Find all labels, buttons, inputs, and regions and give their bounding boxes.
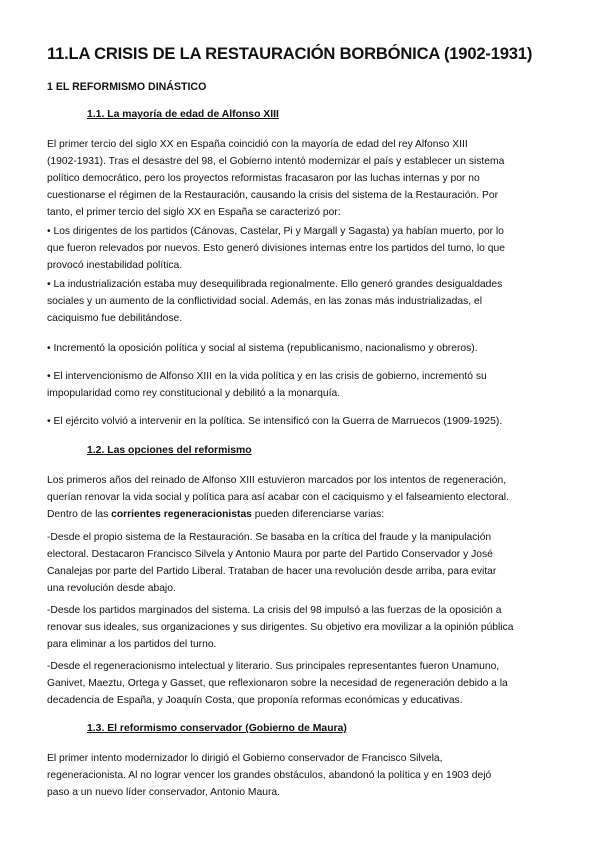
text-line: Ganivet, Maeztu, Ortega y Gasset, que reflexionaron sobre la necesidad de regeneración debido a la: [47, 677, 508, 689]
text-run: pueden diferenciarse varias:: [251, 508, 385, 520]
paragraph: [47, 751, 555, 802]
paragraph: [47, 473, 555, 524]
text-line: que fueron relevados por nuevos. Esto generó divisiones internas entre los partidos del turno, lo que: [47, 242, 505, 254]
text-line: para eliminar a los partidos del turno.: [47, 638, 217, 650]
text-line: -Desde el regeneracionismo intelectual y literario. Sus principales representantes fueron Unamuno,: [47, 661, 500, 672]
text-line: [47, 507, 555, 524]
text-line: paso a un nuevo líder conservador, Antonio Maura.: [47, 786, 280, 798]
paragraph: [47, 603, 555, 654]
text-line: político democrático, pero los proyectos reformistas fracasaron por las luchas internas y por no: [47, 172, 480, 184]
text-line: Los primeros años del reinado de Alfonso XIII estuvieron marcados por los intentos de regeneración,: [47, 475, 507, 486]
text-line: • El ejército volvió a intervenir en la política. Se intensificó con la Guerra de Marruecos (1909-1925).: [47, 416, 503, 427]
text-line: querían renovar la vida social y política para así acabar con el caciquismo y el falseamiento electoral.: [47, 491, 509, 503]
text-line: provocó inestabilidad política.: [47, 259, 183, 271]
paragraph: [47, 137, 555, 222]
text-line: • La industrialización estaba muy desequilibrada regionalmente. Ello generó grandes desigualdades: [47, 279, 503, 290]
document-title: 11.LA CRISIS DE LA RESTAURACIÓN BORBÓNICA (1902-1931): [47, 44, 533, 63]
subsection-heading: 1.1. La mayoría de edad de Alfonso XIII: [87, 109, 279, 120]
text-line: Canalejas por parte del Partido Liberal. Trataban de hacer una revolución desde arriba, para evitar: [47, 565, 497, 577]
subsection-heading: 1.3. El reformismo conservador (Gobierno de Maura): [87, 723, 347, 734]
paragraph: [47, 530, 555, 598]
text-line: renovar sus ideales, sus organizaciones y sus dirigentes. Su objetivo era movilizar a la opinión pública: [47, 621, 514, 633]
text-line: El primer intento modernizador lo dirigió el Gobierno conservador de Francisco Silvela,: [47, 753, 443, 764]
bullet-paragraph: [47, 369, 555, 403]
text-line: • El intervencionismo de Alfonso XIII en la vida política y en las crisis de gobierno, incrementó su: [47, 371, 487, 382]
bullet-paragraph: [47, 277, 555, 328]
bullet-paragraph: [47, 224, 555, 275]
text-line: (1902-1931). Tras el desastre del 98, el Gobierno intentó modernizar el país y establecer un sistema: [47, 155, 505, 167]
text-line: impopularidad como rey constitucional y debilitó a la monarquía.: [47, 387, 341, 399]
bullet-paragraph: [47, 414, 555, 431]
section-heading: 1 EL REFORMISMO DINÁSTICO: [47, 81, 207, 93]
text-line: regeneracionista. Al no lograr vencer los grandes obstáculos, abandonó la política y en 1903 dejó: [47, 769, 492, 781]
text-line: decadencia de España, y Joaquín Costa, que proponía reformas económicas y educativas.: [47, 694, 463, 706]
text-line: sociales y un aumento de la conflictividad social. Además, en las zonas más industrializadas, el: [47, 295, 482, 307]
text-line: -Desde los partidos marginados del sistema. La crisis del 98 impulsó a las fuerzas de la oposición a: [47, 605, 502, 616]
text-line: • Los dirigentes de los partidos (Cánovas, Castelar, Pi y Margall y Sagasta) ya habían muerto, por lo: [47, 226, 504, 237]
subsection-heading: 1.2. Las opciones del reformismo: [87, 445, 252, 456]
bold-term: corrientes regeneracionistas: [111, 508, 252, 520]
bullet-paragraph: [47, 341, 555, 358]
text-line: -Desde el propio sistema de la Restauración. Se basaba en la crítica del fraude y la manipulación: [47, 532, 492, 543]
text-line: cuestionarse el régimen de la Restauración, causando la crisis del sistema de la Restauración. Por: [47, 189, 499, 201]
text-line: una revolución desde abajo.: [47, 582, 176, 594]
text-line: tanto, el primer tercio del siglo XX en España se caracterizó por:: [47, 206, 341, 218]
text-line: El primer tercio del siglo XX en España coincidió con la mayoría de edad del rey Alfonso XIII: [47, 139, 468, 150]
text-run: Dentro de las: [47, 508, 112, 520]
text-line: electoral. Destacaron Francisco Silvela y Antonio Maura por parte del Partido Conservador y José: [47, 548, 493, 560]
text-line: caciquismo fue debilitándose.: [47, 312, 183, 324]
text-line: • Incrementó la oposición política y social al sistema (republicanismo, nacionalismo y obreros).: [47, 343, 478, 354]
paragraph: [47, 659, 555, 710]
